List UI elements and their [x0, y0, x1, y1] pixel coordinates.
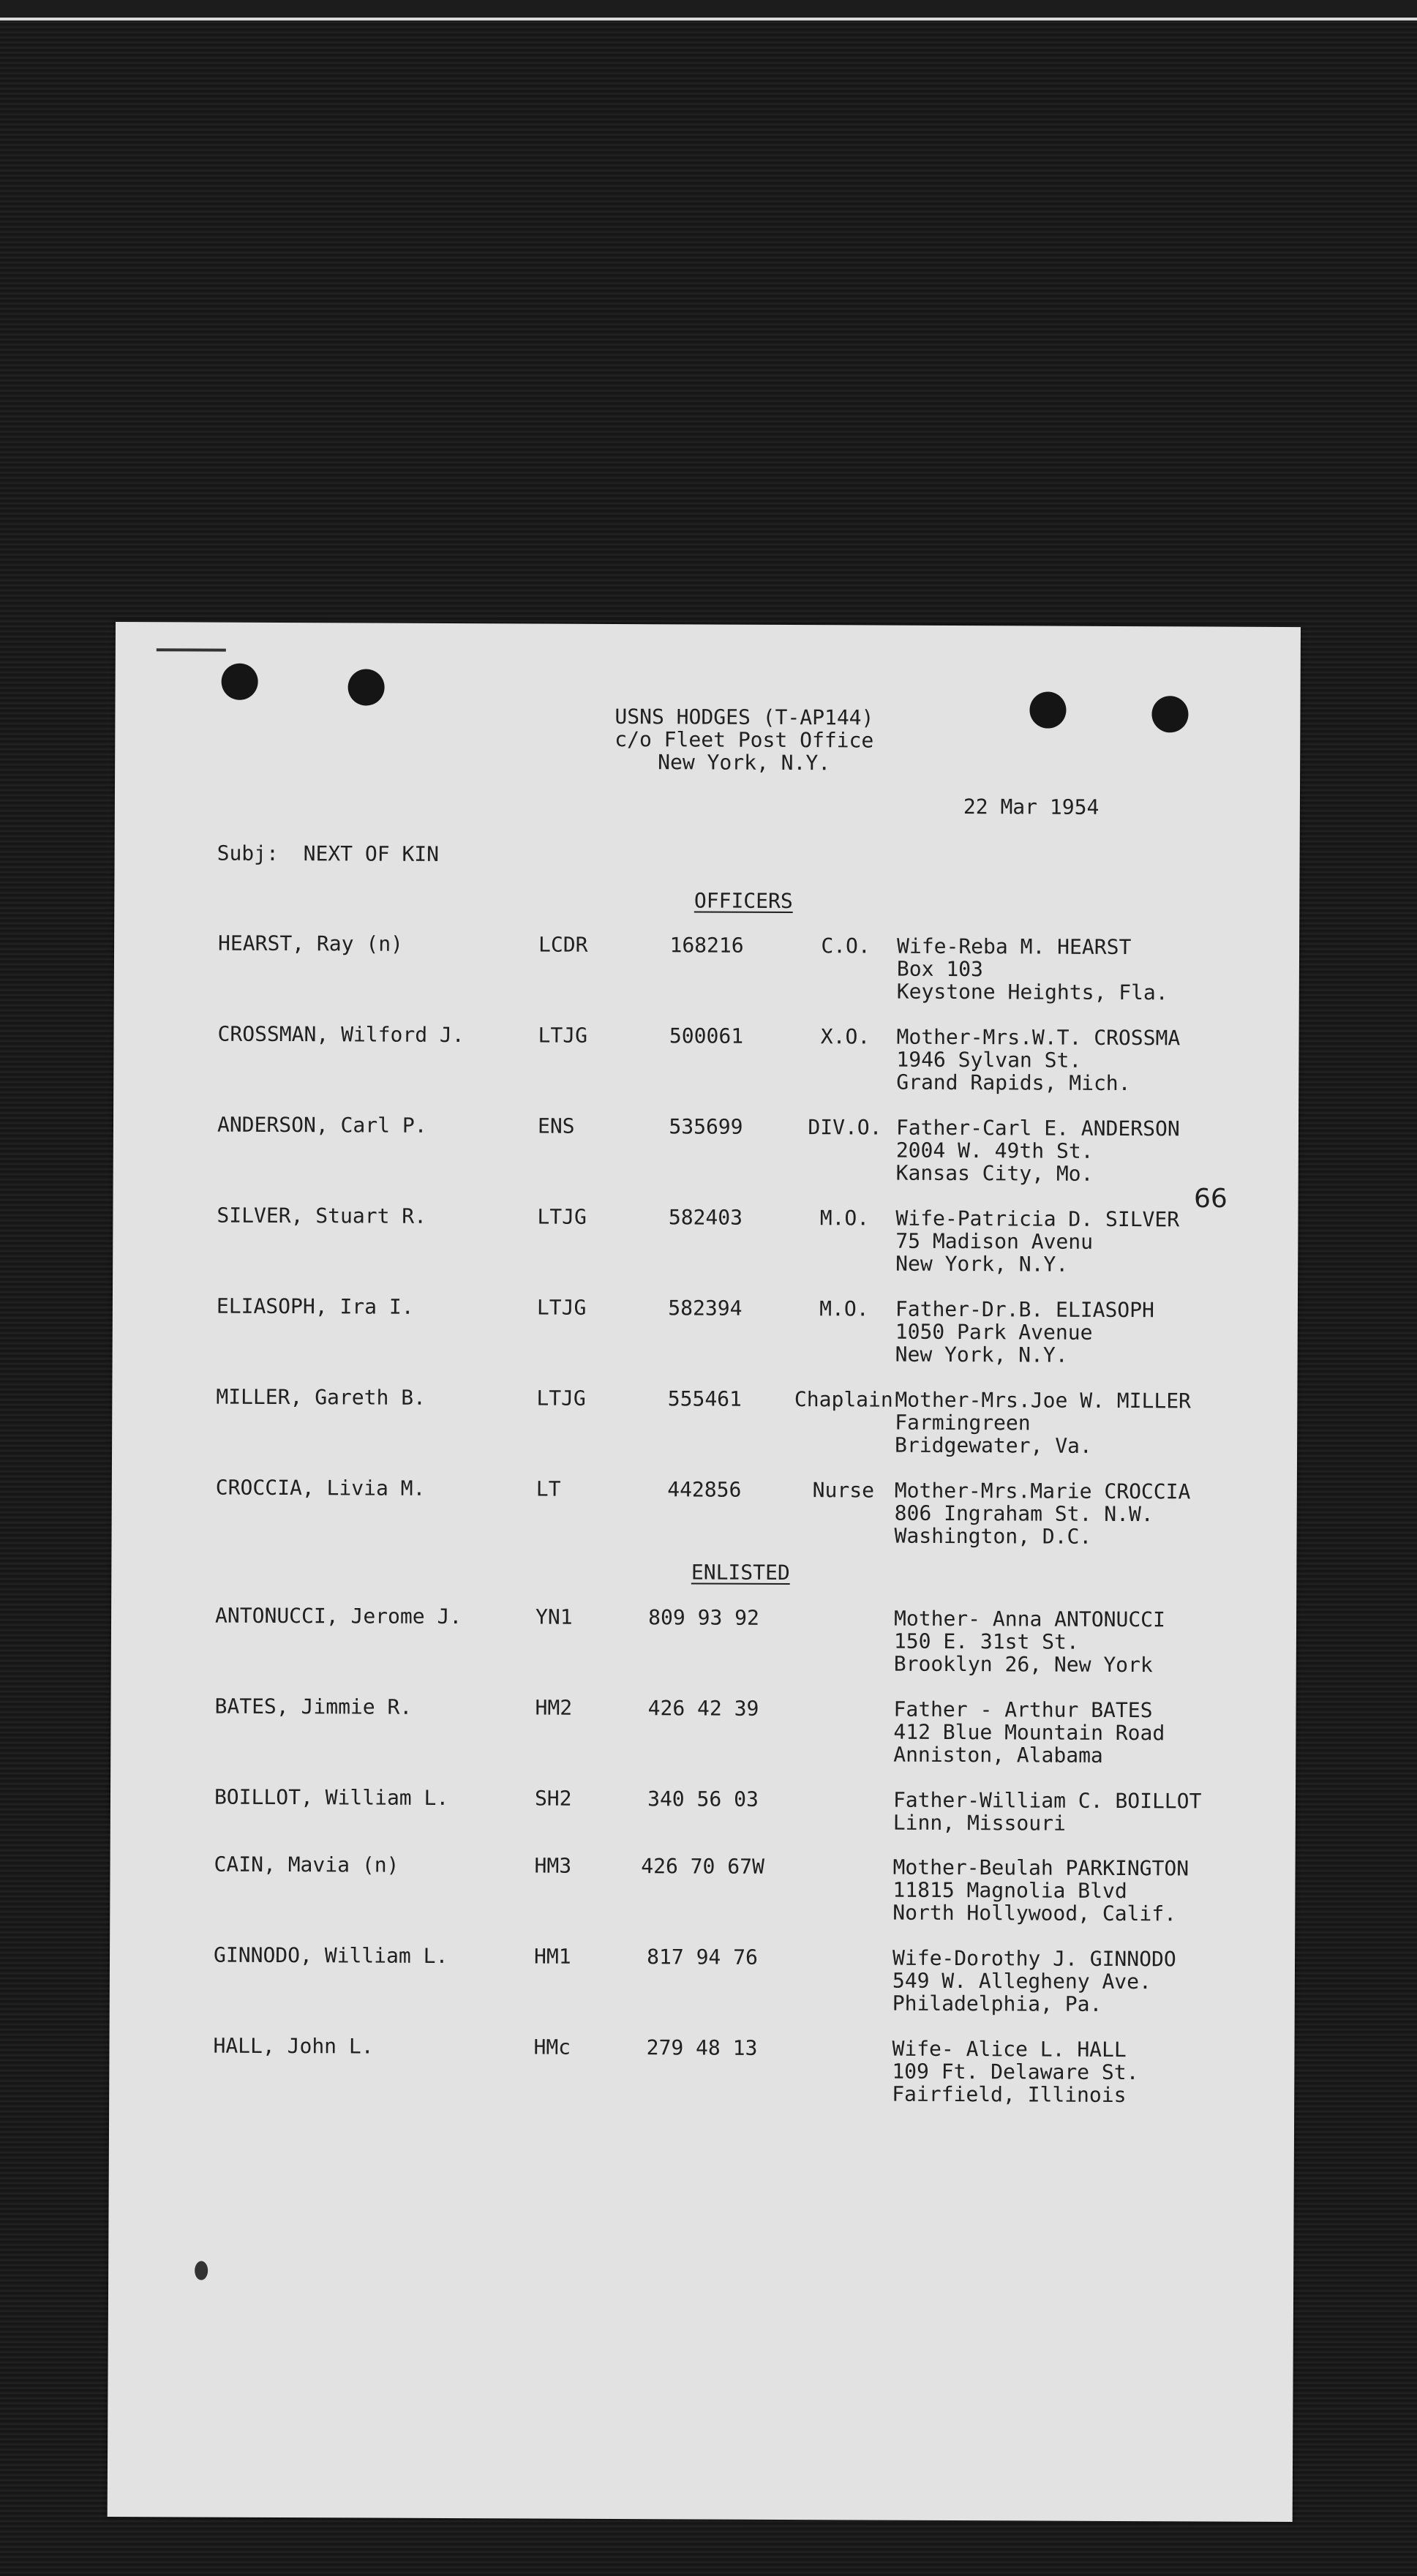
next-of-kin-line: Washington, D.C. — [894, 1523, 1092, 1549]
next-of-kin — [892, 2038, 1199, 2107]
person-rank: LTJG — [537, 1204, 587, 1229]
enlisted-row — [110, 1943, 1295, 2021]
person-name: ANTONUCCI, Jerome J. — [215, 1603, 462, 1629]
person-rank: ENS — [537, 1114, 575, 1138]
next-of-kin-line: Bridgewater, Va. — [895, 1432, 1092, 1458]
next-of-kin-line: Linn, Missouri — [892, 1810, 1066, 1836]
person-name: ANDERSON, Carl P. — [217, 1112, 427, 1138]
person-role: M.O. — [819, 1206, 870, 1231]
officer-row — [113, 1022, 1298, 1100]
service-number: 500061 — [669, 1024, 744, 1048]
service-number: 582403 — [668, 1205, 743, 1230]
next-of-kin-line: Father - Arthur BATES — [893, 1697, 1153, 1723]
next-of-kin — [894, 1479, 1201, 1549]
service-number: 817 94 76 — [647, 1945, 758, 1969]
service-number: 555461 — [667, 1386, 743, 1411]
enlisted-row — [109, 2034, 1294, 2112]
next-of-kin-line: Grand Rapids, Mich. — [896, 1070, 1131, 1096]
person-role: X.O. — [820, 1024, 871, 1049]
punch-hole-2 — [348, 669, 385, 705]
service-number: 426 42 39 — [647, 1696, 759, 1721]
officers-heading: OFFICERS — [694, 888, 793, 914]
next-of-kin — [895, 1298, 1203, 1367]
next-of-kin-line: Fairfield, Illinois — [892, 2081, 1127, 2108]
officer-row — [113, 1294, 1298, 1373]
person-name: BOILLOT, William L. — [214, 1784, 449, 1811]
enlisted-row — [110, 1785, 1296, 1863]
next-of-kin-line: 109 Ft. Delaware St. — [892, 2059, 1139, 2085]
person-name: HEARST, Ray (n) — [218, 931, 404, 956]
next-of-kin-line: 1946 Sylvan St. — [896, 1047, 1082, 1073]
next-of-kin-line: 2004 W. 49th St. — [895, 1138, 1094, 1163]
next-of-kin-line: Mother-Mrs.W.T. CROSSMA — [896, 1024, 1181, 1051]
staple-mark — [157, 648, 226, 651]
person-name: CROSSMAN, Wilford J. — [217, 1021, 465, 1048]
person-role: DIV.O. — [808, 1115, 882, 1140]
next-of-kin — [894, 1607, 1201, 1677]
next-of-kin — [895, 1389, 1202, 1458]
officer-row — [112, 1385, 1297, 1463]
next-of-kin-line: 1050 Park Avenue — [895, 1319, 1093, 1345]
person-role: Nurse — [812, 1478, 875, 1503]
next-of-kin-line: 806 Ingraham St. N.W. — [894, 1501, 1154, 1527]
punch-hole-3 — [1029, 691, 1066, 728]
next-of-kin-line: Mother- Anna ANTONUCCI — [893, 1606, 1166, 1632]
enlisted-row — [110, 1852, 1295, 1931]
next-of-kin-line: Philadelphia, Pa. — [892, 1991, 1102, 2016]
next-of-kin — [892, 1856, 1200, 1926]
next-of-kin-line: Farmingreen — [895, 1410, 1031, 1435]
service-number: 442856 — [667, 1477, 742, 1502]
next-of-kin-line: Kansas City, Mo. — [895, 1160, 1094, 1186]
next-of-kin-line: Father-Carl E. ANDERSON — [895, 1115, 1180, 1141]
document-page — [108, 622, 1301, 2522]
service-number: 340 56 03 — [647, 1787, 759, 1811]
person-name: CROCCIA, Livia M. — [215, 1475, 426, 1501]
person-rank: LTJG — [536, 1386, 586, 1411]
next-of-kin-line: Wife- Alice L. HALL — [892, 2036, 1127, 2062]
next-of-kin-line: Brooklyn 26, New York — [893, 1651, 1153, 1678]
person-name: ELIASOPH, Ira I. — [216, 1293, 414, 1319]
next-of-kin-line: 75 Madison Avenu — [895, 1228, 1094, 1254]
next-of-kin-line: Father-William C. BOILLOT — [892, 1787, 1202, 1814]
document-date: 22 Mar 1954 — [963, 795, 1100, 819]
officer-row — [114, 931, 1299, 1010]
person-name: GINNODO, William L. — [213, 1942, 448, 1968]
enlisted-row — [110, 1694, 1296, 1773]
page-number: 66 — [1194, 1184, 1228, 1214]
next-of-kin-line: Keystone Heights, Fla. — [896, 979, 1168, 1005]
next-of-kin — [892, 1947, 1200, 2016]
person-name: SILVER, Stuart R. — [217, 1203, 427, 1228]
subject-line: Subj: NEXT OF KIN — [217, 841, 440, 866]
person-role: M.O. — [819, 1296, 869, 1321]
next-of-kin-line: Mother-Mrs.Marie CROCCIA — [894, 1478, 1191, 1504]
person-role: Chaplain — [794, 1387, 893, 1412]
person-role: C.O. — [821, 934, 871, 958]
next-of-kin-line: Father-Dr.B. ELIASOPH — [895, 1296, 1154, 1323]
officer-row — [113, 1203, 1298, 1282]
next-of-kin-line: Box 103 — [896, 956, 984, 982]
person-rank: LTJG — [536, 1295, 587, 1320]
next-of-kin-line: Wife-Patricia D. SILVER — [895, 1206, 1180, 1232]
next-of-kin — [897, 935, 1204, 1005]
scan-top-edge — [0, 18, 1417, 20]
next-of-kin-line: 549 W. Allegheny Ave. — [892, 1968, 1151, 1994]
person-rank: HM1 — [533, 1944, 571, 1969]
next-of-kin — [896, 1026, 1203, 1095]
next-of-kin-line: Wife-Dorothy J. GINNODO — [892, 1945, 1176, 1972]
person-name: MILLER, Gareth B. — [216, 1384, 426, 1410]
next-of-kin-line: 150 E. 31st St. — [893, 1629, 1079, 1654]
next-of-kin-line: 412 Blue Mountain Road — [893, 1719, 1165, 1746]
person-rank: LCDR — [538, 932, 588, 957]
person-rank: SH2 — [534, 1786, 572, 1811]
ink-blot — [195, 2261, 208, 2280]
person-rank: HM2 — [535, 1695, 573, 1720]
next-of-kin-line: Wife-Reba M. HEARST — [897, 934, 1132, 960]
next-of-kin-line: 11815 Magnolia Blvd — [892, 1877, 1127, 1904]
person-rank: LTJG — [538, 1023, 588, 1048]
person-name: CAIN, Mavia (n) — [214, 1852, 399, 1877]
officer-row — [113, 1113, 1298, 1191]
next-of-kin-line: Anniston, Alabama — [893, 1742, 1103, 1768]
person-rank: LT — [535, 1476, 561, 1501]
next-of-kin — [896, 1116, 1203, 1186]
service-number: 535699 — [669, 1114, 743, 1139]
service-number: 809 93 92 — [648, 1605, 759, 1630]
officer-row — [111, 1476, 1296, 1554]
person-rank: HMc — [533, 2035, 571, 2059]
enlisted-heading: ENLISTED — [691, 1560, 790, 1585]
ship-name: USNS HODGES (T-AP144) — [614, 704, 874, 730]
enlisted-row — [111, 1604, 1296, 1682]
next-of-kin — [895, 1207, 1203, 1277]
person-rank: HM3 — [534, 1853, 572, 1878]
next-of-kin — [893, 1789, 1200, 1836]
person-rank: YN1 — [535, 1604, 573, 1629]
ship-address-line-1: c/o Fleet Post Office — [614, 726, 874, 753]
service-number: 279 48 13 — [646, 2035, 758, 2060]
service-number: 168216 — [669, 933, 744, 958]
next-of-kin-line: New York, N.Y. — [895, 1342, 1068, 1367]
service-number: 426 70 67W — [641, 1854, 764, 1879]
person-name: BATES, Jimmie R. — [214, 1694, 413, 1719]
next-of-kin-line: Mother-Beulah PARKINGTON — [892, 1855, 1189, 1881]
person-name: HALL, John L. — [213, 2033, 374, 2059]
punch-hole-1 — [222, 664, 258, 700]
next-of-kin-line: New York, N.Y. — [895, 1251, 1069, 1277]
next-of-kin-line: Mother-Mrs.Joe W. MILLER — [895, 1387, 1192, 1413]
next-of-kin-line: North Hollywood, Calif. — [892, 1900, 1177, 1926]
service-number: 582394 — [668, 1296, 743, 1321]
punch-hole-4 — [1151, 696, 1188, 732]
next-of-kin — [893, 1698, 1200, 1768]
ship-address-line-2: New York, N.Y. — [658, 750, 831, 776]
